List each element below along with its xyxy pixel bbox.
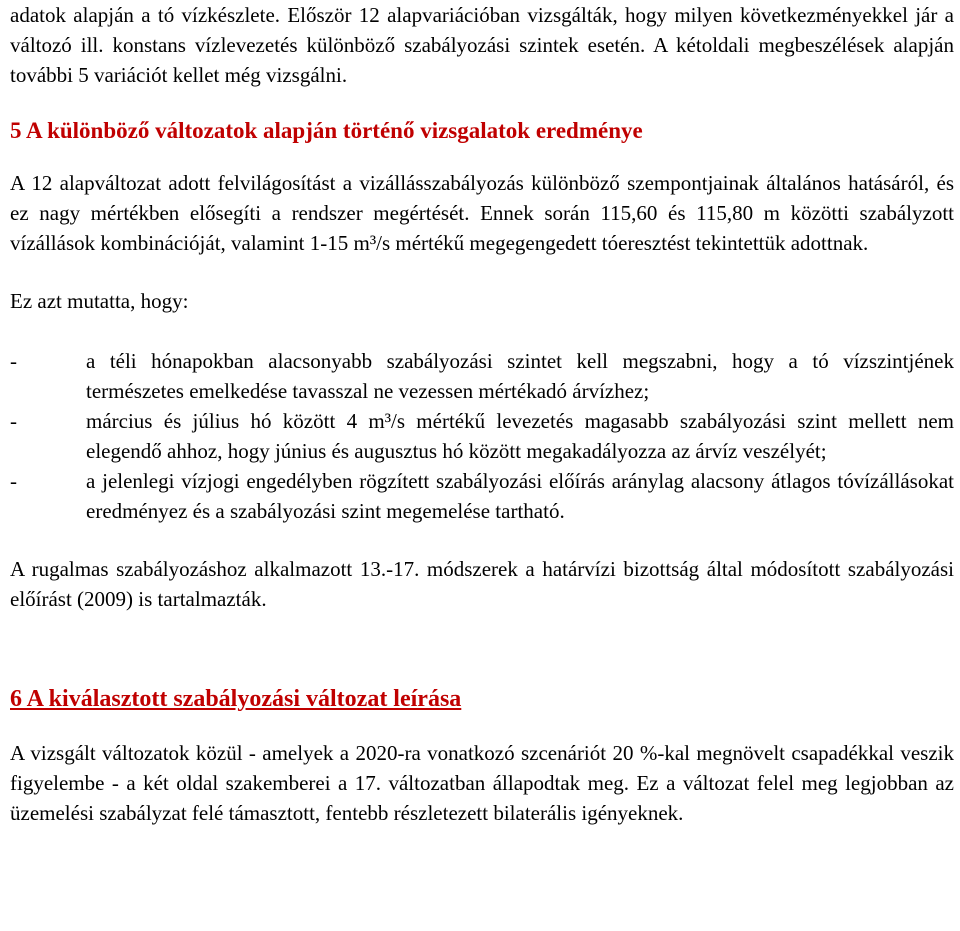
list-item	[10, 466, 954, 526]
intro-paragraph: adatok alapján a tó vízkészlete. Először 12 alapvariációban vizsgálták, hogy milyen következményekkel jár a változó ill. konstans vízlevezetés különböző szabályozási szintek esetén. A kétoldali megbeszélések alapján további 5 variációt kellet még vizsgálni.	[10, 3, 954, 87]
list-item-text: március és július hó között 4 m³/s mértékű levezetés magasabb szabályozási szint mellett nem elegendő ahhoz, hogy június és augusztus hó között megakadályozza az árvíz veszélyét;	[86, 409, 954, 463]
list-item	[10, 346, 954, 406]
section-6-heading: 6 A kiválasztott szabályozási változat leírása	[10, 686, 462, 712]
list-dash: -	[10, 349, 17, 373]
list-item-text: a jelenlegi vízjogi engedélyben rögzített szabályozási előírás aránylag alacsony átlagos tóvízállásokat eredményez és a szabályozási szint megemelése tartható.	[86, 469, 954, 523]
list-item	[10, 406, 954, 466]
list-item-text: a téli hónapokban alacsonyabb szabályozási szintet kell megszabni, hogy a tó vízszintjének természetes emelkedése tavasszal ne vezessen mértékadó árvízhez;	[86, 349, 954, 403]
section-6-paragraph-1: A vizsgált változatok közül - amelyek a 2020-ra vonatkozó szcenáriót 20 %-kal megnövelt csapadékkal veszik figyelembe - a két oldal szakemberei a 17. változatban állapodtak meg. Ez a változat felel meg legjobban az üzemelési szabályzat felé támasztott, fentebb részletezett bilaterális igényeknek.	[10, 741, 954, 825]
list-dash: -	[10, 469, 17, 493]
list-dash: -	[10, 409, 17, 433]
document-page	[10, 0, 954, 828]
section-5-heading: 5 A különböző változatok alapján történő vizsgalatok eredménye	[10, 118, 643, 143]
section-5-paragraph-3: A rugalmas szabályozáshoz alkalmazott 13.-17. módszerek a határvízi bizottság által módosított szabályozási előírást (2009) is tartalmazták.	[10, 557, 954, 611]
findings-list	[10, 346, 954, 526]
section-5-paragraph-1: A 12 alapváltozat adott felvilágosítást a vizállásszabályozás különböző szempontjainak általános hatásáról, és ez nagy mértékben elősegíti a rendszer megértését. Ennek során 115,60 és 115,80 m közötti szabályzott vízállások kombinációját, valamint 1-15 m³/s mértékű megegengedett tóeresztést tekintettük adottnak.	[10, 171, 954, 255]
section-5-paragraph-2: Ez azt mutatta, hogy:	[10, 289, 189, 313]
